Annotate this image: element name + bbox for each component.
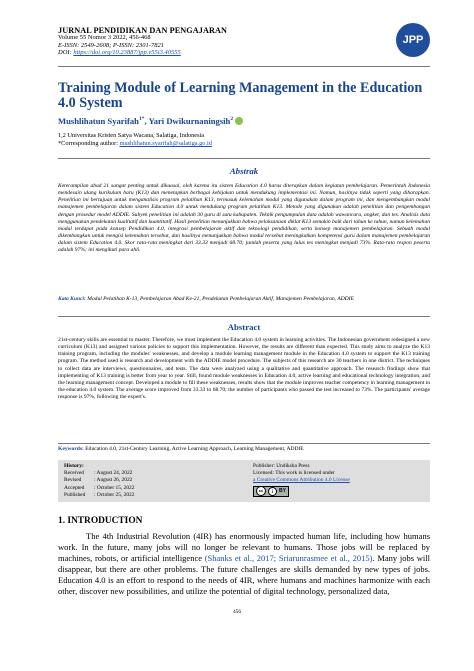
abstrak-text: Keterampilan abad 21 sangat penting untuk dikuasai, oleh karena itu sistem Education 4.0 harus diterapkan dalam kegiatan pembelajaran. Pemerintah Indonesia mendesain ulang kurikulum baru (K13) dan menetapkan berbagai kebijakan untuk mendukung implementasi ini. Namun, hasilnya tidak seperti yang diharapkan. Penelitian ini bertujuan untuk menganalisis program pelatihan K13, termasuk kelemahan modul yang digunakan dalam program ini, dan mengembangkan modul manajemen pembelajaran dalam sistem Education 4.0 untuk mendukung program pelatihan K13. Metode yang digunakan adalah penelitian dan pengembangan dengan prosedur model ADDIE. Subyek penelitian ini adalah 30 guru di satu kabupaten. Teknik pengumpulan data adalah wawancara, angket, dan tes. Analisis data menggunakan pendekatan kualitatif dan kuantitatif. Hasil penelitian menunjukkan bahwa pelaksanaan diklat K13 semakin baik dari tahun ke tahun, namun kelemahan modul terdapat pada konsep Pendidikan 4.0, integrasi pembelajaran aktif dan teknologi pendidikan, serta konsep manajemen pembelajaran. Sebuah modul dikembangkan untuk mengisi kelemahan tersebut, dan hasilnya menunjukkan bahwa modul tersebut meningkatkan kompetensi guru dalam manajemen pembelajaran dalam sistem Education 4.0. Skor rata-rata meningkat dari 33.33 menjadi 68.70; jumlah peserta yang lulus tes meningkat menjadi 73%. Rata-rata respon peserta adalah 97%; ini mengikuti para ahli. (58, 183, 430, 254)
journal-volume: Volume 55 Nomor 3 2022, 456-468 (58, 34, 151, 42)
journal-doi: DOI: https://doi.org/10.23887/jpp.v55i3.40555 (58, 49, 181, 57)
author-name: Yari Dwikurnaningsih (148, 116, 231, 126)
license-info (253, 463, 350, 497)
license-text: Licensed: This work is licensed under (253, 470, 335, 477)
cc-by-badge-icon[interactable]: cc i BY (253, 486, 289, 497)
journal-name: JURNAL PENDIDIKAN DAN PENGAJARAN (58, 26, 227, 35)
affiliation: 1,2 Universitas Kristen Satya Wacana, Salatiga, Indonesia (58, 132, 205, 139)
section-divider (58, 443, 430, 444)
journal-logo: JPP (396, 23, 430, 57)
author-list: Mushlihatun Syarifah$^{1*}$, Yari Dwikurnaningsih$^2$ (58, 116, 430, 126)
section-heading: 1. INTRODUCTION (58, 516, 143, 526)
history-dates (64, 463, 134, 499)
abstract-text: 21st-century skills are essential to master. Therefore, we must implement the Education 4.0 system in learning activities. The Indonesian government redesigned a new curriculum (K13) and assigned various policies to support this implementation. However, the results are different than expected. This study aims to analyze the K13 training program, including the modules' weaknesses, and develop a module learning management module in the Education 4.0 system to support the K13 training program. The method used is research and development with the ADDIE model procedure. The subjects of this research are 30 teachers in one district. The techniques to collect data are interviews, questionnaires, and tests. The data were analyzed using a qualitative and quantitative approach. The research findings show that implementing of K13 training is better from year to year. Still, found module weaknesses in Education 4.0, active learning and educational technology integration, and the learning management concept. Developed a module to fill these weaknesses, results show that the module improves teacher competency in learning management in the education 4.0 system. The average score improved from 33.33 to 68.70; the number of participants who passed the test increased to 73%. The participants' average response is 97%, following the expert's. (58, 337, 430, 401)
abstrak-heading: Abstrak (229, 166, 259, 176)
page-number: 456 (232, 609, 242, 615)
header-divider (58, 66, 430, 67)
article-history-box (58, 460, 430, 502)
history-label: History: (64, 463, 84, 469)
section-divider (58, 158, 430, 159)
author-name: Mushlihatun Syarifah (58, 116, 139, 126)
section-divider (58, 316, 430, 317)
publisher: Publisher: Undiksha Press (253, 463, 310, 469)
revised-date: Revised : August 26, 2022 (64, 477, 133, 484)
keywords: Keywords: Education 4.0, 21st-Century Learning, Active Learning Approach, Learning Management, ADDIE (58, 446, 304, 452)
intro-paragraph: The 4th Industrial Revolution (4IR) has enormously impacted human life, including how humans work. In the future, many jobs will no longer be relevant to humans. Those jobs will be replaced by machines, robots, or artificial intelligence (Shanks et al., 2017; Sriarunrasmee et al., 2015). Many jobs will disappear, but there are other problems. The future challenges are skills demanded by new types of jobs. Education 4.0 is an effort to respond to the needs of 4IR, where humans and machines harmonize with each other, discover new possibilities, and utilize the potential of digital technology, personalized data, (58, 531, 430, 596)
received-date: Received : August 24, 2022 (64, 470, 133, 477)
orcid-icon[interactable] (235, 117, 243, 125)
license-link[interactable]: a Creative Commons Attribution 4.0 License (253, 477, 350, 484)
corresponding-author: *Corresponding author: mushlihatun.syarifah@salatiga.go.id (58, 140, 212, 147)
affiliation-block (58, 132, 430, 148)
citation-link[interactable]: (Shanks et al., 2017; Sriarunrasmee et al., 2015) (204, 552, 373, 563)
paper-title: Training Module of Learning Management in the Education 4.0 System (58, 80, 423, 111)
email-link[interactable]: mushlihatun.syarifah@salatiga.go.id (119, 140, 212, 147)
accepted-date: Accepted : October 15, 2022 (64, 484, 135, 491)
journal-issn: E-ISSN: 2549-2608; P-ISSN: 2301-7821 (58, 41, 164, 49)
kata-kunci: Kata Kunci: Modul Pelatihan K-13, Pembelajaran Abad Ke-21, Pendekatan Pembelajaran Aktif, Manajemen Pembelajaran, ADDIE (58, 296, 354, 302)
journal-header (58, 27, 358, 57)
abstract-heading: Abstract (227, 322, 261, 332)
doi-link[interactable]: https://doi.org/10.23887/jpp.v55i3.40555 (73, 49, 181, 57)
published-date: Published : October 25, 2022 (64, 491, 135, 498)
